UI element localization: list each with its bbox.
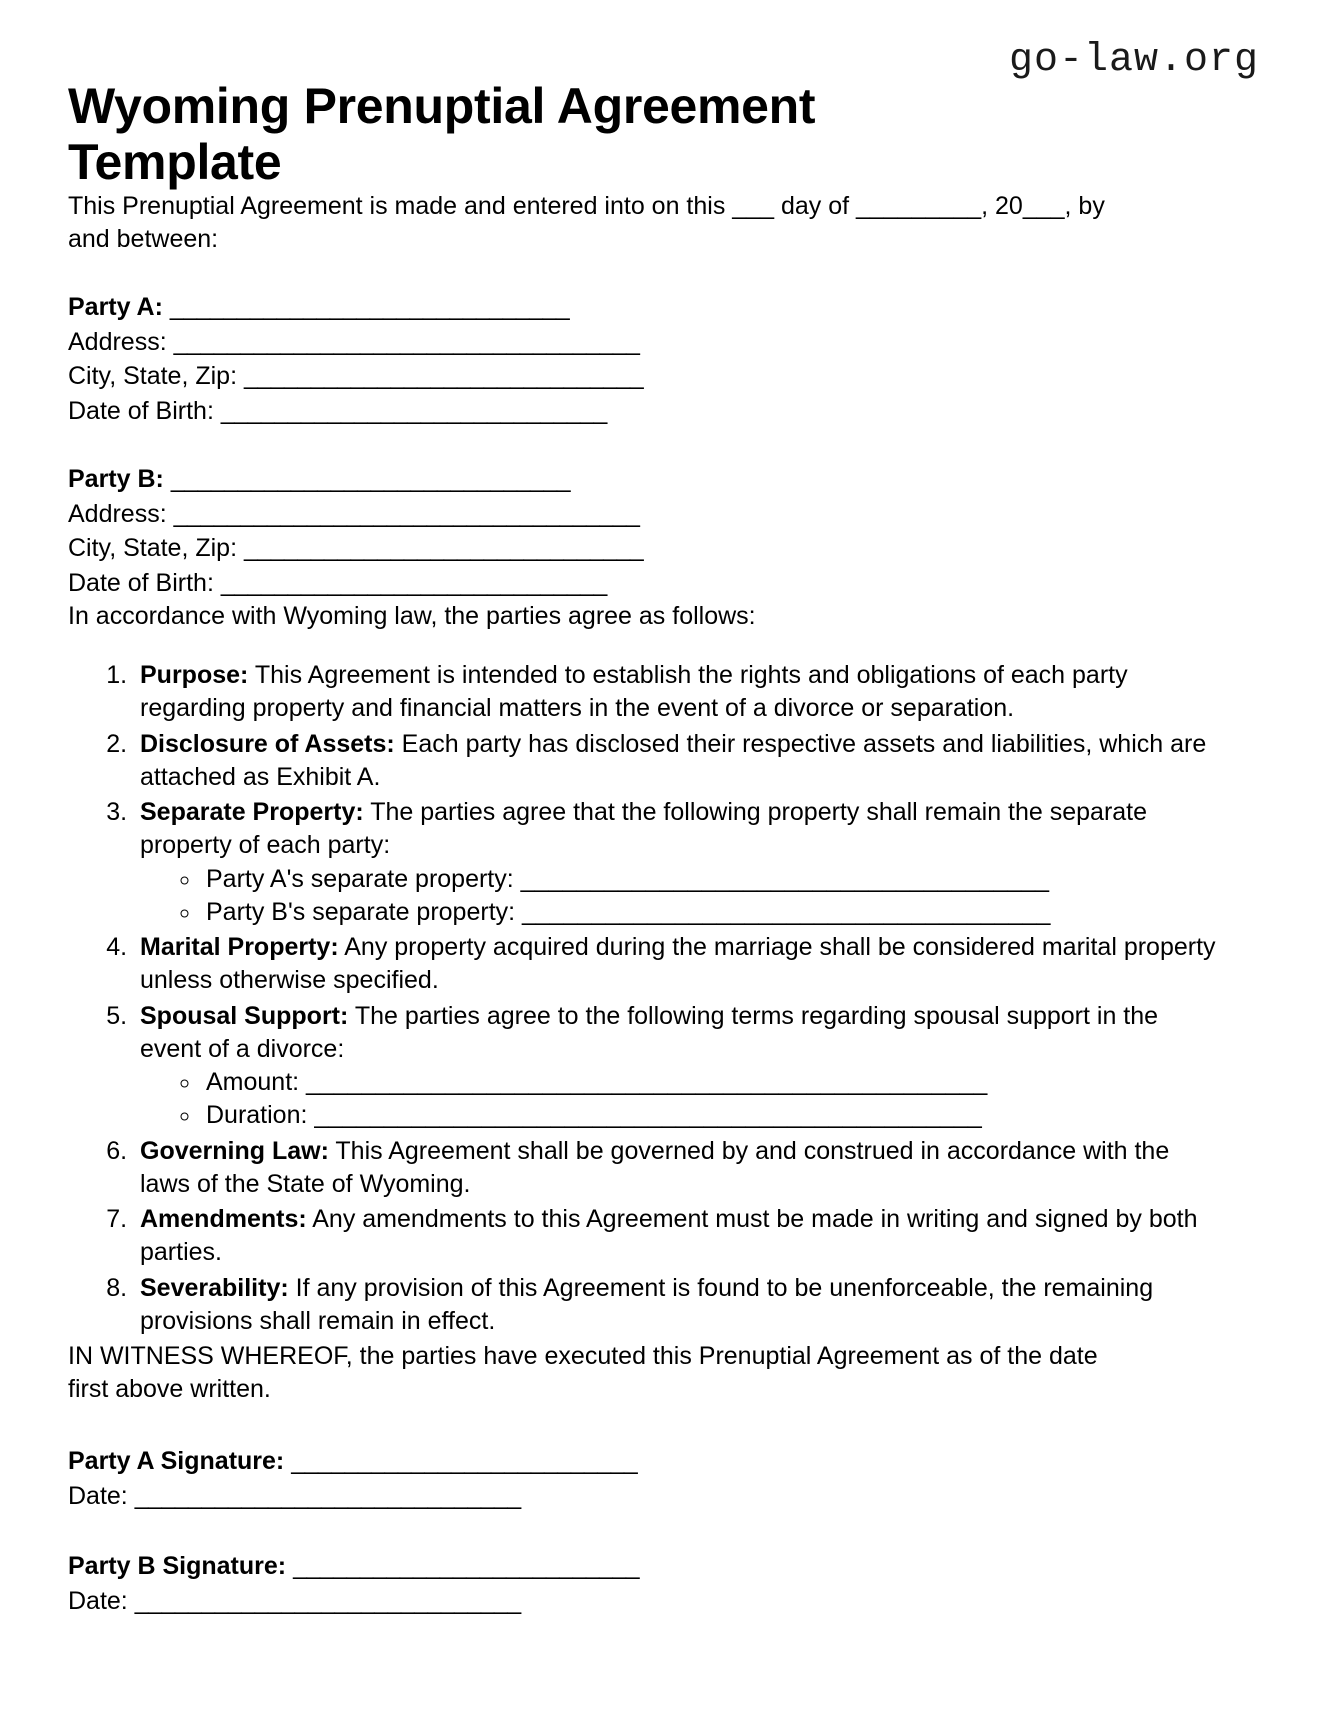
term-item (134, 728, 1224, 795)
party-b-date-blank[interactable]: _____________________________ (134, 1586, 521, 1615)
party-a-address-label: Address: (68, 327, 167, 356)
term-text: This Agreement is intended to establish the rights and obligations of each party regarding property and financial matters in the event of a divorce or separation. (140, 661, 1128, 723)
witness-paragraph: IN WITNESS WHEREOF, the parties have executed this Prenuptial Agreement as of the date first above written. (68, 1342, 1098, 1403)
party-a-signature-block (68, 1444, 1263, 1513)
party-b-city-label: City, State, Zip: (68, 534, 238, 562)
term-text: This Agreement shall be governed by and construed in accordance with the laws of the State of Wyoming. (140, 1136, 1170, 1198)
party-b-signature-blank[interactable]: __________________________ (293, 1552, 639, 1580)
term-subitem-list (140, 1066, 1224, 1133)
term-text: Any property acquired during the marriage shall be considered marital property unless otherwise specified. (140, 933, 1216, 995)
party-a-city-label: City, State, Zip: (68, 362, 238, 390)
party-b-signature-block (68, 1549, 1263, 1618)
party-b-name-row (68, 462, 1263, 497)
party-a-signature-label: Party A Signature: (68, 1447, 285, 1475)
party-a-name-blank[interactable]: ______________________________ (169, 293, 570, 321)
site-watermark: go-law.org (1008, 38, 1259, 83)
term-item (134, 1135, 1224, 1202)
party-a-address-blank[interactable]: ___________________________________ (173, 327, 640, 356)
party-a-name-row (68, 290, 1263, 325)
party-b-name-label: Party B: (68, 465, 164, 493)
term-item (134, 796, 1224, 929)
party-b-signature-row (68, 1549, 1263, 1584)
term-item (134, 931, 1224, 998)
term-heading: Separate Property: (140, 798, 364, 826)
party-b-name-blank[interactable]: ______________________________ (170, 465, 570, 493)
party-a-dob-blank[interactable]: _____________________________ (220, 396, 607, 425)
party-a-dob-row (68, 394, 1263, 429)
party-b-address-blank[interactable]: ___________________________________ (173, 499, 640, 528)
term-item (134, 1272, 1224, 1339)
term-subitem[interactable]: ◦ Amount: _________________________________________________ (202, 1066, 1224, 1099)
term-text: The parties agree that the following property shall remain the separate property of each party: (140, 798, 1148, 860)
term-subitem[interactable]: ◦ Duration: ________________________________________________ (202, 1099, 1224, 1132)
term-item (134, 659, 1224, 726)
party-a-city-row (68, 359, 1263, 394)
party-b-city-row (68, 531, 1263, 566)
party-b-address-label: Address: (68, 499, 167, 528)
party-b-block (68, 462, 1263, 600)
party-b-dob-blank[interactable]: _____________________________ (220, 568, 607, 597)
page-title: Wyoming Prenuptial Agreement Template (68, 78, 816, 190)
terms-list (68, 659, 1224, 1338)
term-heading: Spousal Support: (140, 1001, 349, 1030)
intro-paragraph: This Prenuptial Agreement is made and entered into on this ___ day of _________, 20___, by and between: (68, 192, 1105, 253)
party-b-city-blank[interactable]: ______________________________ (243, 534, 644, 562)
party-a-date-row (68, 1479, 1263, 1514)
party-b-dob-label: Date of Birth: (68, 568, 214, 597)
term-text: The parties agree to the following terms regarding spousal support in the event of a divorce: (140, 1001, 1159, 1063)
term-text: Each party has disclosed their respective assets and liabilities, which are attached as Exhibit A. (140, 729, 1207, 791)
party-a-date-label: Date: (68, 1481, 128, 1510)
term-subitem-list (140, 863, 1224, 930)
term-text: If any provision of this Agreement is found to be unenforceable, the remaining provisions shall remain in effect. (140, 1273, 1154, 1335)
term-subitem[interactable]: ◦ Party B's separate property: ______________________________________ (202, 896, 1224, 929)
party-a-city-blank[interactable]: ______________________________ (243, 362, 644, 390)
term-heading: Governing Law: (140, 1136, 329, 1165)
party-a-dob-label: Date of Birth: (68, 396, 214, 425)
term-item (134, 1203, 1224, 1270)
term-heading: Amendments: (140, 1205, 307, 1233)
party-b-signature-label: Party B Signature: (68, 1552, 287, 1580)
party-b-dob-row (68, 566, 1263, 601)
party-a-date-blank[interactable]: _____________________________ (134, 1481, 521, 1510)
term-heading: Disclosure of Assets: (140, 729, 395, 758)
party-a-name-label: Party A: (68, 293, 163, 321)
term-heading: Marital Property: (140, 933, 339, 961)
party-b-date-label: Date: (68, 1586, 128, 1615)
term-heading: Severability: (140, 1273, 289, 1302)
term-heading: Purpose: (140, 661, 249, 689)
term-subitem[interactable]: ◦ Party A's separate property: ______________________________________ (202, 863, 1224, 896)
party-a-signature-row (68, 1444, 1263, 1479)
party-a-address-row (68, 325, 1263, 360)
party-a-block (68, 290, 1263, 428)
party-b-address-row (68, 497, 1263, 532)
term-item (134, 1000, 1224, 1133)
term-text: Any amendments to this Agreement must be made in writing and signed by both parties. (140, 1205, 1198, 1267)
agreement-lead-in: In accordance with Wyoming law, the parties agree as follows: (68, 602, 756, 630)
party-b-date-row (68, 1584, 1263, 1619)
party-a-signature-blank[interactable]: __________________________ (291, 1447, 638, 1475)
